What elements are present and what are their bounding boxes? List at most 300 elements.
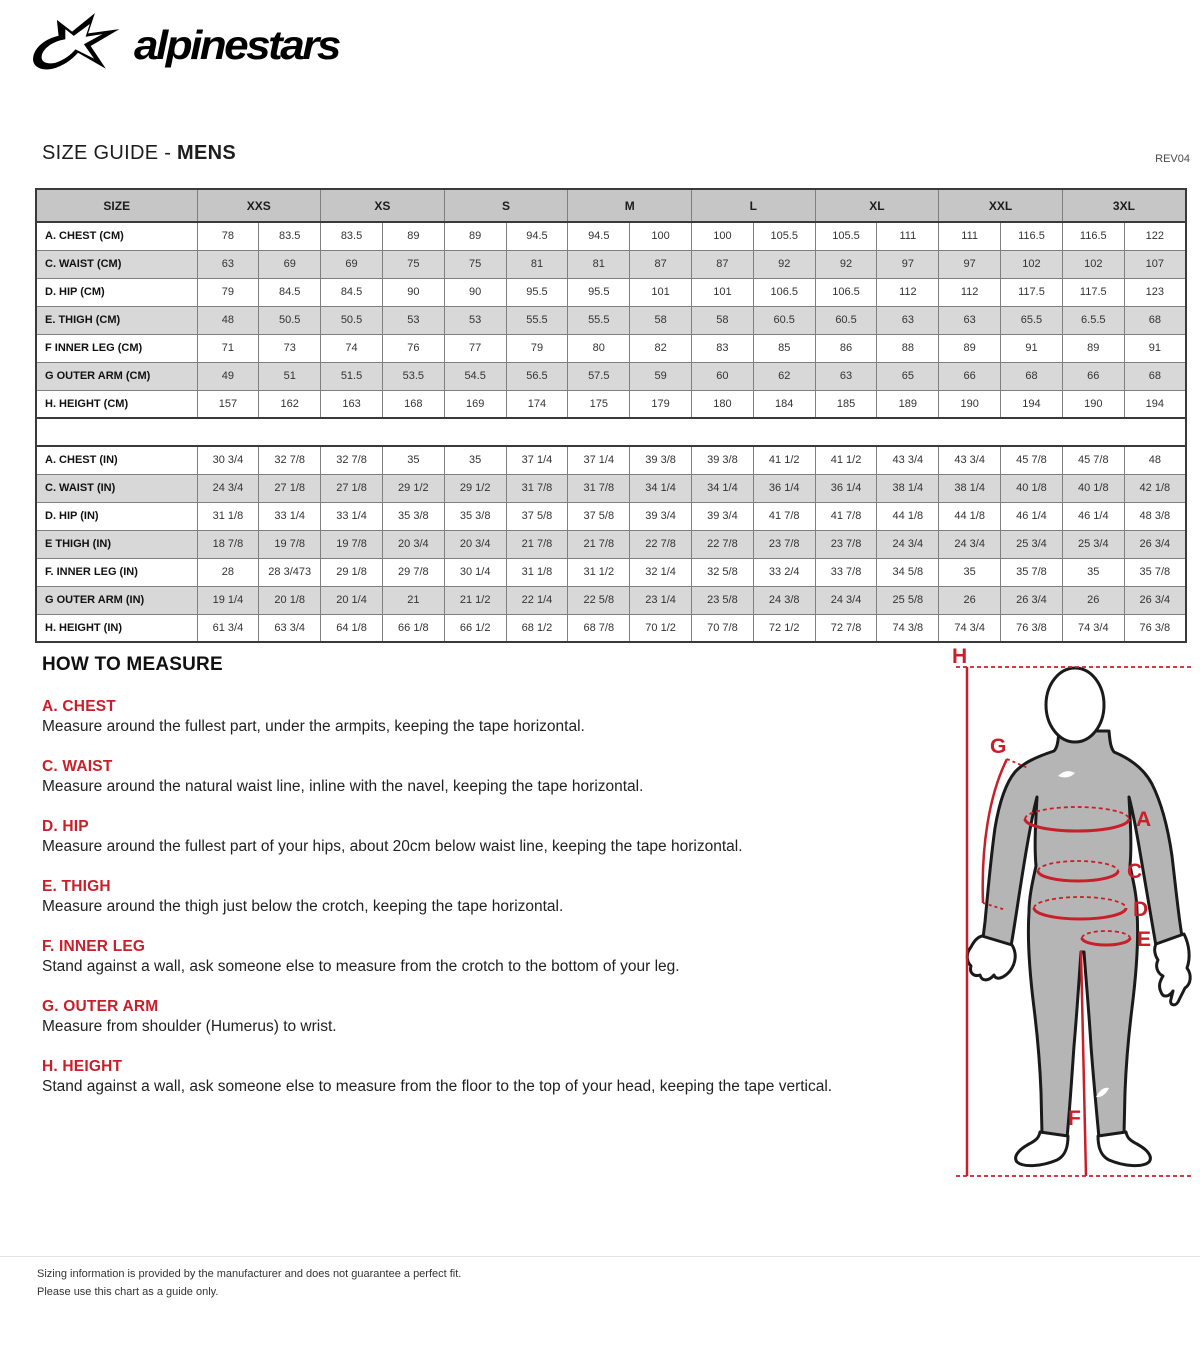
size-value-cell: 83.5 bbox=[321, 222, 383, 250]
right-foot-shape bbox=[1098, 1132, 1150, 1166]
size-value-cell: 194 bbox=[1124, 390, 1186, 418]
size-column-header: XXL bbox=[939, 189, 1063, 222]
in-rows bbox=[36, 446, 1186, 642]
size-value-cell: 185 bbox=[815, 390, 877, 418]
size-value-cell: 76 bbox=[382, 334, 444, 362]
size-value-cell: 60 bbox=[692, 362, 754, 390]
size-value-cell: 23 7/8 bbox=[753, 530, 815, 558]
size-value-cell: 77 bbox=[444, 334, 506, 362]
size-value-cell: 74 bbox=[321, 334, 383, 362]
size-value-cell: 69 bbox=[321, 250, 383, 278]
size-value-cell: 34 1/4 bbox=[692, 474, 754, 502]
table-row bbox=[36, 362, 1186, 390]
row-label: C. WAIST (CM) bbox=[36, 250, 197, 278]
how-to-measure-title: HOW TO MEASURE bbox=[42, 654, 223, 675]
size-value-cell: 72 1/2 bbox=[753, 614, 815, 642]
size-value-cell: 24 3/8 bbox=[753, 586, 815, 614]
size-value-cell: 105.5 bbox=[753, 222, 815, 250]
size-value-cell: 26 bbox=[1062, 586, 1124, 614]
size-value-cell: 87 bbox=[630, 250, 692, 278]
size-value-cell: 21 7/8 bbox=[568, 530, 630, 558]
size-value-cell: 122 bbox=[1124, 222, 1186, 250]
size-value-cell: 32 7/8 bbox=[321, 446, 383, 474]
size-value-cell: 102 bbox=[1062, 250, 1124, 278]
size-value-cell: 65 bbox=[877, 362, 939, 390]
size-value-cell: 162 bbox=[259, 390, 321, 418]
size-value-cell: 94.5 bbox=[506, 222, 568, 250]
size-value-cell: 26 3/4 bbox=[1124, 530, 1186, 558]
size-value-cell: 26 3/4 bbox=[1001, 586, 1063, 614]
size-value-cell: 85 bbox=[753, 334, 815, 362]
size-value-cell: 63 3/4 bbox=[259, 614, 321, 642]
size-value-cell: 194 bbox=[1001, 390, 1063, 418]
size-value-cell: 48 bbox=[1124, 446, 1186, 474]
size-value-cell: 55.5 bbox=[506, 306, 568, 334]
alpinestars-star-icon bbox=[24, 8, 132, 84]
size-value-cell: 60.5 bbox=[815, 306, 877, 334]
label-waist: C bbox=[1127, 860, 1143, 883]
title-row bbox=[42, 142, 1190, 165]
size-value-cell: 92 bbox=[753, 250, 815, 278]
size-value-cell: 90 bbox=[382, 278, 444, 306]
size-value-cell: 190 bbox=[939, 390, 1001, 418]
size-value-cell: 33 1/4 bbox=[321, 502, 383, 530]
size-value-cell: 20 1/4 bbox=[321, 586, 383, 614]
size-value-cell: 41 1/2 bbox=[815, 446, 877, 474]
size-value-cell: 117.5 bbox=[1001, 278, 1063, 306]
size-value-cell: 23 7/8 bbox=[815, 530, 877, 558]
size-value-cell: 88 bbox=[877, 334, 939, 362]
size-value-cell: 112 bbox=[877, 278, 939, 306]
size-value-cell: 84.5 bbox=[321, 278, 383, 306]
measurement-diagram bbox=[944, 645, 1196, 1193]
size-column-header: 3XL bbox=[1062, 189, 1186, 222]
size-value-cell: 24 3/4 bbox=[197, 474, 259, 502]
size-value-cell: 79 bbox=[197, 278, 259, 306]
brand-logo-text: alpinestars bbox=[134, 23, 339, 69]
size-value-cell: 61 3/4 bbox=[197, 614, 259, 642]
size-value-cell: 45 7/8 bbox=[1001, 446, 1063, 474]
table-row bbox=[36, 558, 1186, 586]
footer-line1: Sizing information is provided by the manufacturer and does not guarantee a perfect fit. bbox=[37, 1268, 462, 1280]
size-value-cell: 116.5 bbox=[1062, 222, 1124, 250]
spacer-cell bbox=[36, 418, 1186, 446]
size-value-cell: 97 bbox=[877, 250, 939, 278]
size-value-cell: 117.5 bbox=[1062, 278, 1124, 306]
size-value-cell: 20 1/8 bbox=[259, 586, 321, 614]
head-shape bbox=[1046, 668, 1104, 742]
size-value-cell: 41 1/2 bbox=[753, 446, 815, 474]
row-label: H. HEIGHT (IN) bbox=[36, 614, 197, 642]
size-value-cell: 31 1/8 bbox=[197, 502, 259, 530]
size-value-cell: 91 bbox=[1001, 334, 1063, 362]
size-value-cell: 83 bbox=[692, 334, 754, 362]
size-value-cell: 39 3/8 bbox=[630, 446, 692, 474]
size-value-cell: 53 bbox=[382, 306, 444, 334]
measure-section-text: Measure around the fullest part of your hips, about 20cm below waist line, keeping the tape horizontal. bbox=[42, 838, 743, 855]
size-value-cell: 111 bbox=[939, 222, 1001, 250]
size-value-cell: 23 5/8 bbox=[692, 586, 754, 614]
size-value-cell: 38 1/4 bbox=[939, 474, 1001, 502]
size-value-cell: 81 bbox=[506, 250, 568, 278]
size-value-cell: 50.5 bbox=[321, 306, 383, 334]
table-row bbox=[36, 390, 1186, 418]
size-value-cell: 83.5 bbox=[259, 222, 321, 250]
size-value-cell: 63 bbox=[939, 306, 1001, 334]
size-value-cell: 28 bbox=[197, 558, 259, 586]
body-diagram-illustration bbox=[944, 645, 1196, 1193]
size-value-cell: 91 bbox=[1124, 334, 1186, 362]
size-value-cell: 21 7/8 bbox=[506, 530, 568, 558]
size-value-cell: 89 bbox=[382, 222, 444, 250]
size-value-cell: 30 1/4 bbox=[444, 558, 506, 586]
size-value-cell: 43 3/4 bbox=[877, 446, 939, 474]
size-value-cell: 32 5/8 bbox=[692, 558, 754, 586]
size-value-cell: 29 1/2 bbox=[444, 474, 506, 502]
size-value-cell: 39 3/4 bbox=[630, 502, 692, 530]
size-header-label: SIZE bbox=[36, 189, 197, 222]
size-value-cell: 33 7/8 bbox=[815, 558, 877, 586]
size-value-cell: 89 bbox=[939, 334, 1001, 362]
size-value-cell: 27 1/8 bbox=[259, 474, 321, 502]
size-value-cell: 21 1/2 bbox=[444, 586, 506, 614]
label-chest: A bbox=[1136, 808, 1152, 831]
row-label: E. THIGH (CM) bbox=[36, 306, 197, 334]
label-height: H bbox=[952, 645, 968, 668]
size-value-cell: 41 7/8 bbox=[815, 502, 877, 530]
size-value-cell: 70 1/2 bbox=[630, 614, 692, 642]
size-value-cell: 24 3/4 bbox=[939, 530, 1001, 558]
size-value-cell: 30 3/4 bbox=[197, 446, 259, 474]
brand-header bbox=[24, 10, 339, 82]
size-value-cell: 6.5.5 bbox=[1062, 306, 1124, 334]
size-value-cell: 23 1/4 bbox=[630, 586, 692, 614]
size-value-cell: 74 3/4 bbox=[1062, 614, 1124, 642]
size-value-cell: 75 bbox=[444, 250, 506, 278]
size-value-cell: 116.5 bbox=[1001, 222, 1063, 250]
row-label: H. HEIGHT (CM) bbox=[36, 390, 197, 418]
size-value-cell: 68 bbox=[1001, 362, 1063, 390]
size-value-cell: 51 bbox=[259, 362, 321, 390]
size-value-cell: 190 bbox=[1062, 390, 1124, 418]
size-value-cell: 20 3/4 bbox=[444, 530, 506, 558]
size-value-cell: 24 3/4 bbox=[815, 586, 877, 614]
size-value-cell: 37 1/4 bbox=[506, 446, 568, 474]
size-value-cell: 100 bbox=[692, 222, 754, 250]
size-value-cell: 22 7/8 bbox=[692, 530, 754, 558]
size-value-cell: 50.5 bbox=[259, 306, 321, 334]
measure-section-text: Stand against a wall, ask someone else to measure from the crotch to the bottom of your leg. bbox=[42, 958, 680, 975]
measure-section-heading: C. WAIST bbox=[42, 758, 113, 775]
size-value-cell: 27 1/8 bbox=[321, 474, 383, 502]
size-value-cell: 72 7/8 bbox=[815, 614, 877, 642]
size-value-cell: 68 1/2 bbox=[506, 614, 568, 642]
left-hand-shape bbox=[967, 936, 1015, 980]
size-value-cell: 40 1/8 bbox=[1001, 474, 1063, 502]
size-value-cell: 169 bbox=[444, 390, 506, 418]
left-foot-shape bbox=[1016, 1132, 1068, 1166]
size-value-cell: 174 bbox=[506, 390, 568, 418]
size-column-header: L bbox=[692, 189, 816, 222]
size-value-cell: 19 7/8 bbox=[321, 530, 383, 558]
table-row bbox=[36, 446, 1186, 474]
size-value-cell: 35 bbox=[382, 446, 444, 474]
table-row bbox=[36, 614, 1186, 642]
size-value-cell: 105.5 bbox=[815, 222, 877, 250]
footer-disclaimer bbox=[0, 1256, 1200, 1301]
size-value-cell: 44 1/8 bbox=[877, 502, 939, 530]
size-value-cell: 71 bbox=[197, 334, 259, 362]
size-value-cell: 94.5 bbox=[568, 222, 630, 250]
size-value-cell: 68 bbox=[1124, 362, 1186, 390]
size-value-cell: 26 3/4 bbox=[1124, 586, 1186, 614]
size-value-cell: 89 bbox=[444, 222, 506, 250]
size-column-header: XXS bbox=[197, 189, 321, 222]
size-value-cell: 43 3/4 bbox=[939, 446, 1001, 474]
size-value-cell: 45 7/8 bbox=[1062, 446, 1124, 474]
size-value-cell: 35 bbox=[1062, 558, 1124, 586]
size-value-cell: 101 bbox=[630, 278, 692, 306]
size-value-cell: 68 7/8 bbox=[568, 614, 630, 642]
size-value-cell: 95.5 bbox=[568, 278, 630, 306]
size-value-cell: 29 1/2 bbox=[382, 474, 444, 502]
size-value-cell: 76 3/8 bbox=[1124, 614, 1186, 642]
row-label: G OUTER ARM (CM) bbox=[36, 362, 197, 390]
size-header-row bbox=[36, 189, 1186, 222]
size-value-cell: 49 bbox=[197, 362, 259, 390]
size-value-cell: 73 bbox=[259, 334, 321, 362]
size-value-cell: 35 3/8 bbox=[382, 502, 444, 530]
measure-section-text: Measure from shoulder (Humerus) to wrist. bbox=[42, 1018, 337, 1035]
measure-section-text: Measure around the thigh just below the crotch, keeping the tape horizontal. bbox=[42, 898, 564, 915]
label-inner-leg: F bbox=[1068, 1107, 1081, 1130]
size-value-cell: 31 7/8 bbox=[568, 474, 630, 502]
size-value-cell: 35 7/8 bbox=[1001, 558, 1063, 586]
size-value-cell: 42 1/8 bbox=[1124, 474, 1186, 502]
size-value-cell: 66 bbox=[939, 362, 1001, 390]
size-value-cell: 65.5 bbox=[1001, 306, 1063, 334]
size-value-cell: 97 bbox=[939, 250, 1001, 278]
body-silhouette bbox=[983, 731, 1182, 1138]
size-value-cell: 179 bbox=[630, 390, 692, 418]
size-value-cell: 95.5 bbox=[506, 278, 568, 306]
cm-rows bbox=[36, 222, 1186, 418]
row-label: F. INNER LEG (IN) bbox=[36, 558, 197, 586]
measure-section-text: Measure around the natural waist line, inline with the navel, keeping the tape horizontal. bbox=[42, 778, 644, 795]
size-value-cell: 33 1/4 bbox=[259, 502, 321, 530]
table-row bbox=[36, 250, 1186, 278]
size-value-cell: 76 3/8 bbox=[1001, 614, 1063, 642]
size-value-cell: 33 2/4 bbox=[753, 558, 815, 586]
size-value-cell: 31 7/8 bbox=[506, 474, 568, 502]
right-hand-shape bbox=[1155, 934, 1191, 1005]
size-value-cell: 63 bbox=[815, 362, 877, 390]
measure-section-text: Measure around the fullest part, under the armpits, keeping the tape horizontal. bbox=[42, 718, 585, 735]
size-value-cell: 57.5 bbox=[568, 362, 630, 390]
size-value-cell: 53.5 bbox=[382, 362, 444, 390]
size-value-cell: 32 7/8 bbox=[259, 446, 321, 474]
size-value-cell: 112 bbox=[939, 278, 1001, 306]
size-value-cell: 60.5 bbox=[753, 306, 815, 334]
size-value-cell: 28 3/473 bbox=[259, 558, 321, 586]
size-value-cell: 19 1/4 bbox=[197, 586, 259, 614]
measure-section-heading: F. INNER LEG bbox=[42, 938, 146, 955]
size-value-cell: 35 bbox=[939, 558, 1001, 586]
size-value-cell: 51.5 bbox=[321, 362, 383, 390]
size-value-cell: 123 bbox=[1124, 278, 1186, 306]
size-value-cell: 22 5/8 bbox=[568, 586, 630, 614]
size-value-cell: 40 1/8 bbox=[1062, 474, 1124, 502]
size-value-cell: 74 3/4 bbox=[939, 614, 1001, 642]
size-value-cell: 55.5 bbox=[568, 306, 630, 334]
row-label: A. CHEST (IN) bbox=[36, 446, 197, 474]
size-value-cell: 78 bbox=[197, 222, 259, 250]
size-value-cell: 69 bbox=[259, 250, 321, 278]
size-value-cell: 35 bbox=[444, 446, 506, 474]
size-value-cell: 66 1/8 bbox=[382, 614, 444, 642]
size-value-cell: 107 bbox=[1124, 250, 1186, 278]
size-value-cell: 62 bbox=[753, 362, 815, 390]
measure-section-text: Stand against a wall, ask someone else to measure from the floor to the top of your head, keeping the tape vertical. bbox=[42, 1078, 833, 1095]
size-value-cell: 168 bbox=[382, 390, 444, 418]
size-value-cell: 25 3/4 bbox=[1062, 530, 1124, 558]
size-value-cell: 35 3/8 bbox=[444, 502, 506, 530]
size-value-cell: 22 1/4 bbox=[506, 586, 568, 614]
size-value-cell: 106.5 bbox=[753, 278, 815, 306]
size-value-cell: 20 3/4 bbox=[382, 530, 444, 558]
size-value-cell: 22 7/8 bbox=[630, 530, 692, 558]
size-value-cell: 26 bbox=[939, 586, 1001, 614]
size-value-cell: 34 1/4 bbox=[630, 474, 692, 502]
size-value-cell: 44 1/8 bbox=[939, 502, 1001, 530]
size-column-header: XS bbox=[321, 189, 445, 222]
size-value-cell: 46 1/4 bbox=[1062, 502, 1124, 530]
row-label: D. HIP (CM) bbox=[36, 278, 197, 306]
size-value-cell: 84.5 bbox=[259, 278, 321, 306]
size-value-cell: 63 bbox=[197, 250, 259, 278]
label-outer-arm: G bbox=[990, 735, 1007, 758]
size-value-cell: 36 1/4 bbox=[815, 474, 877, 502]
size-value-cell: 180 bbox=[692, 390, 754, 418]
measure-section-heading: H. HEIGHT bbox=[42, 1058, 123, 1075]
size-value-cell: 21 bbox=[382, 586, 444, 614]
table-spacer bbox=[36, 418, 1186, 446]
revision-label: REV04 bbox=[1155, 153, 1190, 165]
measure-section-heading: G. OUTER ARM bbox=[42, 998, 159, 1015]
row-label: C. WAIST (IN) bbox=[36, 474, 197, 502]
row-label: F INNER LEG (CM) bbox=[36, 334, 197, 362]
size-value-cell: 189 bbox=[877, 390, 939, 418]
label-thigh: E bbox=[1137, 928, 1152, 951]
label-hip: D bbox=[1133, 898, 1149, 921]
size-value-cell: 101 bbox=[692, 278, 754, 306]
size-value-cell: 37 1/4 bbox=[568, 446, 630, 474]
size-value-cell: 184 bbox=[753, 390, 815, 418]
size-value-cell: 63 bbox=[877, 306, 939, 334]
size-value-cell: 90 bbox=[444, 278, 506, 306]
size-value-cell: 19 7/8 bbox=[259, 530, 321, 558]
size-value-cell: 24 3/4 bbox=[877, 530, 939, 558]
table-row bbox=[36, 474, 1186, 502]
size-value-cell: 53 bbox=[444, 306, 506, 334]
measure-section-heading: E. THIGH bbox=[42, 878, 111, 895]
measure-section-heading: A. CHEST bbox=[42, 698, 116, 715]
size-value-cell: 66 bbox=[1062, 362, 1124, 390]
size-value-cell: 37 5/8 bbox=[506, 502, 568, 530]
row-label: A. CHEST (CM) bbox=[36, 222, 197, 250]
size-value-cell: 87 bbox=[692, 250, 754, 278]
size-value-cell: 80 bbox=[568, 334, 630, 362]
size-value-cell: 163 bbox=[321, 390, 383, 418]
size-value-cell: 39 3/4 bbox=[692, 502, 754, 530]
size-value-cell: 18 7/8 bbox=[197, 530, 259, 558]
size-value-cell: 157 bbox=[197, 390, 259, 418]
size-value-cell: 29 7/8 bbox=[382, 558, 444, 586]
size-value-cell: 38 1/4 bbox=[877, 474, 939, 502]
table-row bbox=[36, 222, 1186, 250]
size-value-cell: 46 1/4 bbox=[1001, 502, 1063, 530]
page-title: SIZE GUIDE - MENS bbox=[42, 142, 237, 164]
row-label: D. HIP (IN) bbox=[36, 502, 197, 530]
size-column-header: S bbox=[444, 189, 568, 222]
footer-line2: Please use this chart as a guide only. bbox=[37, 1285, 219, 1298]
table-row bbox=[36, 278, 1186, 306]
size-value-cell: 35 7/8 bbox=[1124, 558, 1186, 586]
size-value-cell: 100 bbox=[630, 222, 692, 250]
size-value-cell: 58 bbox=[630, 306, 692, 334]
size-value-cell: 58 bbox=[692, 306, 754, 334]
size-value-cell: 48 3/8 bbox=[1124, 502, 1186, 530]
row-label: E THIGH (IN) bbox=[36, 530, 197, 558]
size-value-cell: 86 bbox=[815, 334, 877, 362]
size-value-cell: 92 bbox=[815, 250, 877, 278]
size-value-cell: 175 bbox=[568, 390, 630, 418]
measure-section-heading: D. HIP bbox=[42, 818, 89, 835]
size-table bbox=[35, 188, 1187, 643]
size-value-cell: 32 1/4 bbox=[630, 558, 692, 586]
table-row bbox=[36, 306, 1186, 334]
size-value-cell: 74 3/8 bbox=[877, 614, 939, 642]
size-value-cell: 39 3/8 bbox=[692, 446, 754, 474]
size-value-cell: 79 bbox=[506, 334, 568, 362]
measure-sections bbox=[42, 698, 930, 1096]
how-to-measure-section bbox=[42, 654, 930, 1096]
size-value-cell: 34 5/8 bbox=[877, 558, 939, 586]
size-value-cell: 66 1/2 bbox=[444, 614, 506, 642]
size-value-cell: 31 1/2 bbox=[568, 558, 630, 586]
table-row bbox=[36, 334, 1186, 362]
size-value-cell: 36 1/4 bbox=[753, 474, 815, 502]
size-column-header: M bbox=[568, 189, 692, 222]
size-value-cell: 54.5 bbox=[444, 362, 506, 390]
size-value-cell: 59 bbox=[630, 362, 692, 390]
size-value-cell: 37 5/8 bbox=[568, 502, 630, 530]
table-row bbox=[36, 586, 1186, 614]
size-value-cell: 102 bbox=[1001, 250, 1063, 278]
table-row bbox=[36, 502, 1186, 530]
size-value-cell: 31 1/8 bbox=[506, 558, 568, 586]
size-value-cell: 70 7/8 bbox=[692, 614, 754, 642]
size-value-cell: 25 5/8 bbox=[877, 586, 939, 614]
size-value-cell: 81 bbox=[568, 250, 630, 278]
size-column-header: XL bbox=[815, 189, 939, 222]
size-value-cell: 64 1/8 bbox=[321, 614, 383, 642]
size-value-cell: 68 bbox=[1124, 306, 1186, 334]
size-value-cell: 25 3/4 bbox=[1001, 530, 1063, 558]
row-label: G OUTER ARM (IN) bbox=[36, 586, 197, 614]
size-value-cell: 41 7/8 bbox=[753, 502, 815, 530]
table-row bbox=[36, 530, 1186, 558]
